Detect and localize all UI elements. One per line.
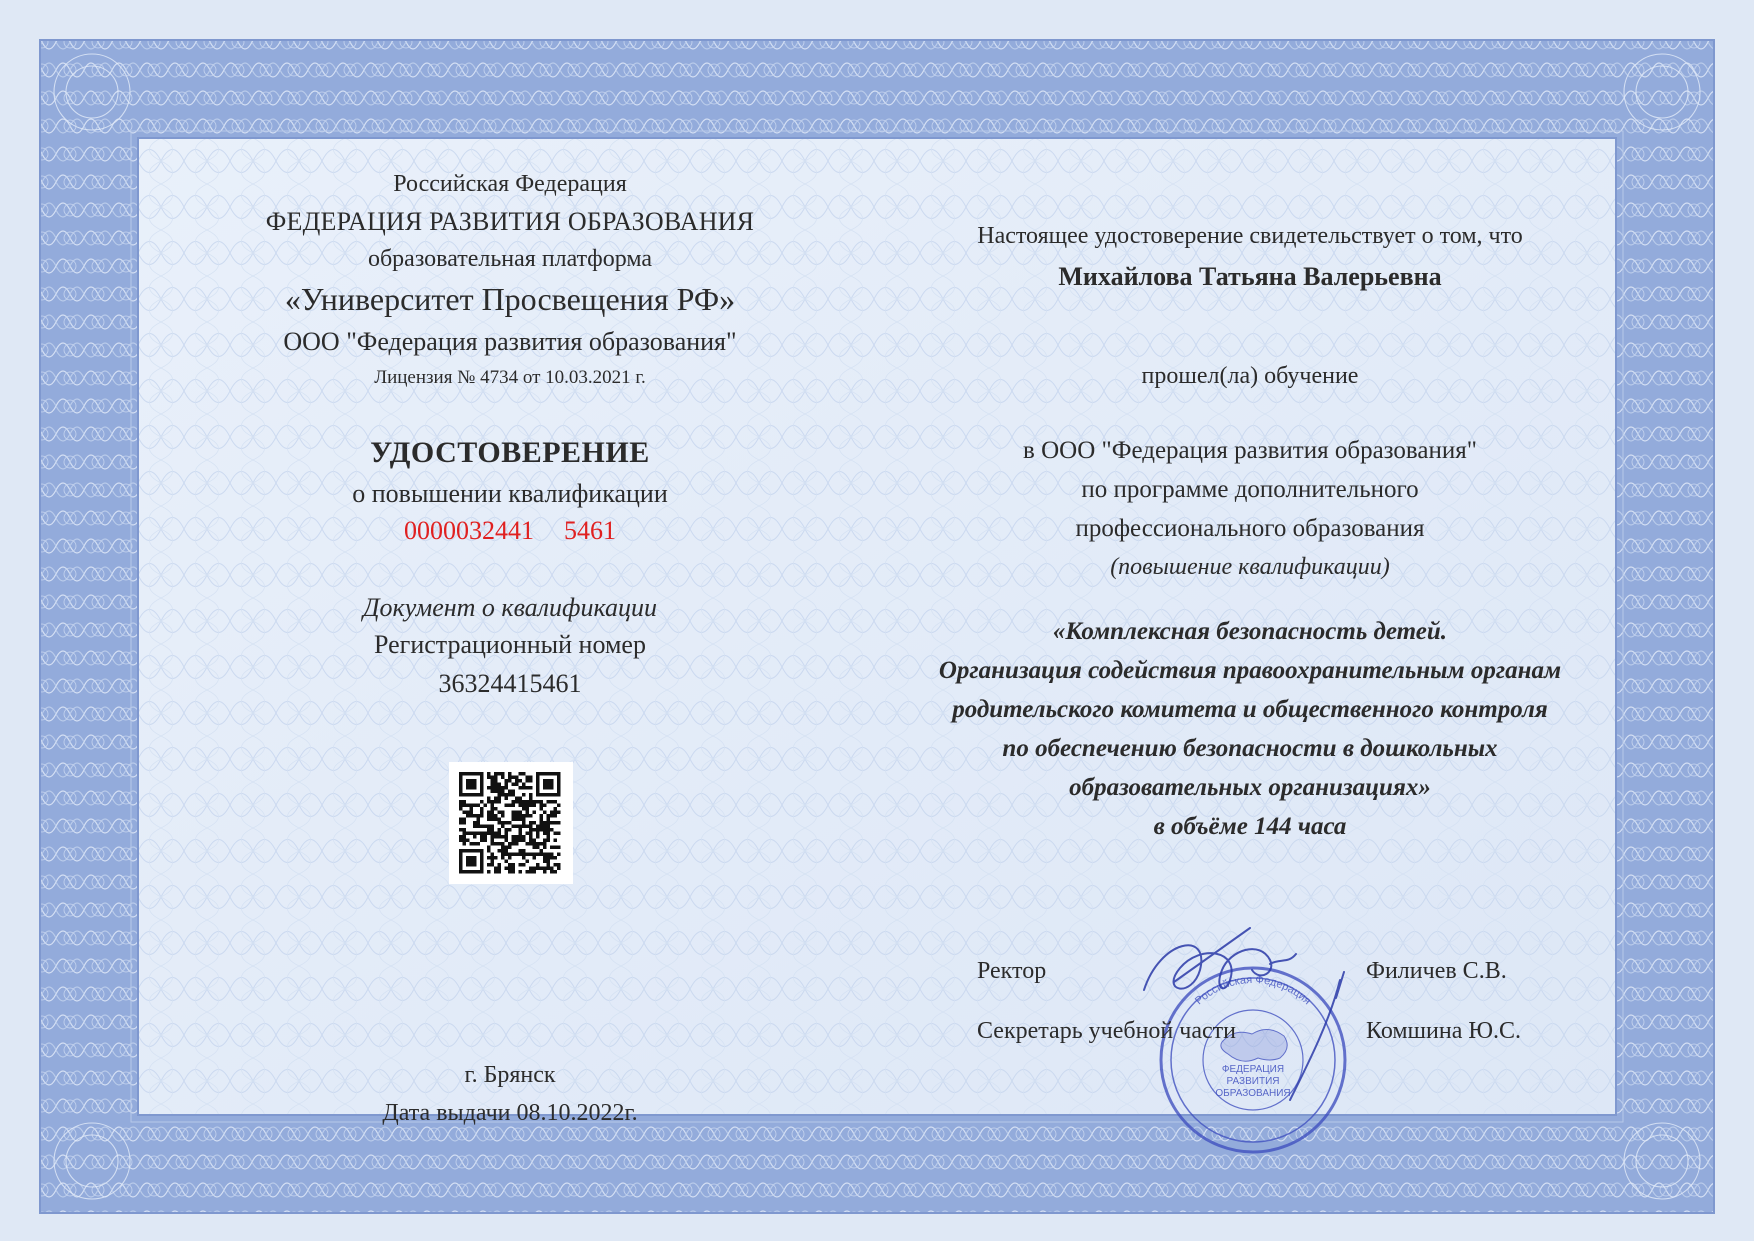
stamp-inner-line: ФЕДЕРАЦИЯ [1221,1064,1285,1075]
course-title-line: Организация содействия правоохранительным органам [938,657,1562,684]
rector-name: Филичев С.В. [1366,958,1507,984]
license-info: Лицензия № 4734 от 10.03.2021 г. [374,367,646,388]
certificate-number [140,518,880,544]
recipient-name: Михайлова Татьяна Валерьевна [1058,262,1442,291]
university-name: «Университет Просвещения РФ» [284,281,736,317]
course-hours: в объёме 144 часа [1153,813,1347,840]
left-column [140,172,880,697]
certificate-serial: 5461 [564,516,616,545]
qr-code [449,762,573,884]
program-line-2: профессионального образования [1075,515,1425,542]
issue-city: г. Брянск [464,1062,556,1088]
course-title-line: по обеспечению безопасности в дошкольных [1002,735,1498,762]
intro-text: Настоящее удостоверение свидетельствует о том, что [977,223,1523,249]
stamp-outer-text: Российская Федерация [1192,973,1314,1008]
rector-label: Ректор [977,958,1047,984]
qr-code-icon [459,772,563,874]
platform-label: образовательная платформа [367,246,653,272]
secretary-name: Комшина Ю.С. [1366,1018,1522,1044]
certificate-title: УДОСТОВЕРЕНИЕ [370,436,650,469]
organization-name: ООО "Федерация развития образования" [283,327,737,356]
registration-label: Регистрационный номер [374,630,646,659]
course-title-line: образовательных организациях» [1069,774,1431,801]
course-title-line: «Комплексная безопасность детей. [1052,618,1448,645]
registration-number: 36324415461 [438,669,582,698]
issue-date: Дата выдачи 08.10.2022г. [382,1100,638,1126]
certificate-subtitle: о повышении квалификации [352,479,668,508]
secretary-label: Секретарь учебной части [977,1018,1236,1044]
program-type: (повышение квалификации) [1110,554,1390,580]
program-line-1: по программе дополнительного [1081,476,1419,503]
federation-name: ФЕДЕРАЦИЯ РАЗВИТИЯ ОБРАЗОВАНИЯ [265,207,755,236]
organization-line: в ООО "Федерация развития образования" [1023,437,1477,464]
stamp-inner-line: РАЗВИТИЯ [1226,1076,1280,1087]
country-name: Российская Федерация [393,171,627,197]
right-column [900,224,1600,853]
certificate-series: 0000032441 [404,516,534,545]
course-title-line: родительского комитета и общественного контроля [952,696,1548,723]
stamp-inner-line: ОБРАЗОВАНИЯ [1215,1088,1291,1099]
document-label: Документ о квалификации [363,593,657,622]
passed-text: прошел(ла) обучение [1141,363,1359,389]
